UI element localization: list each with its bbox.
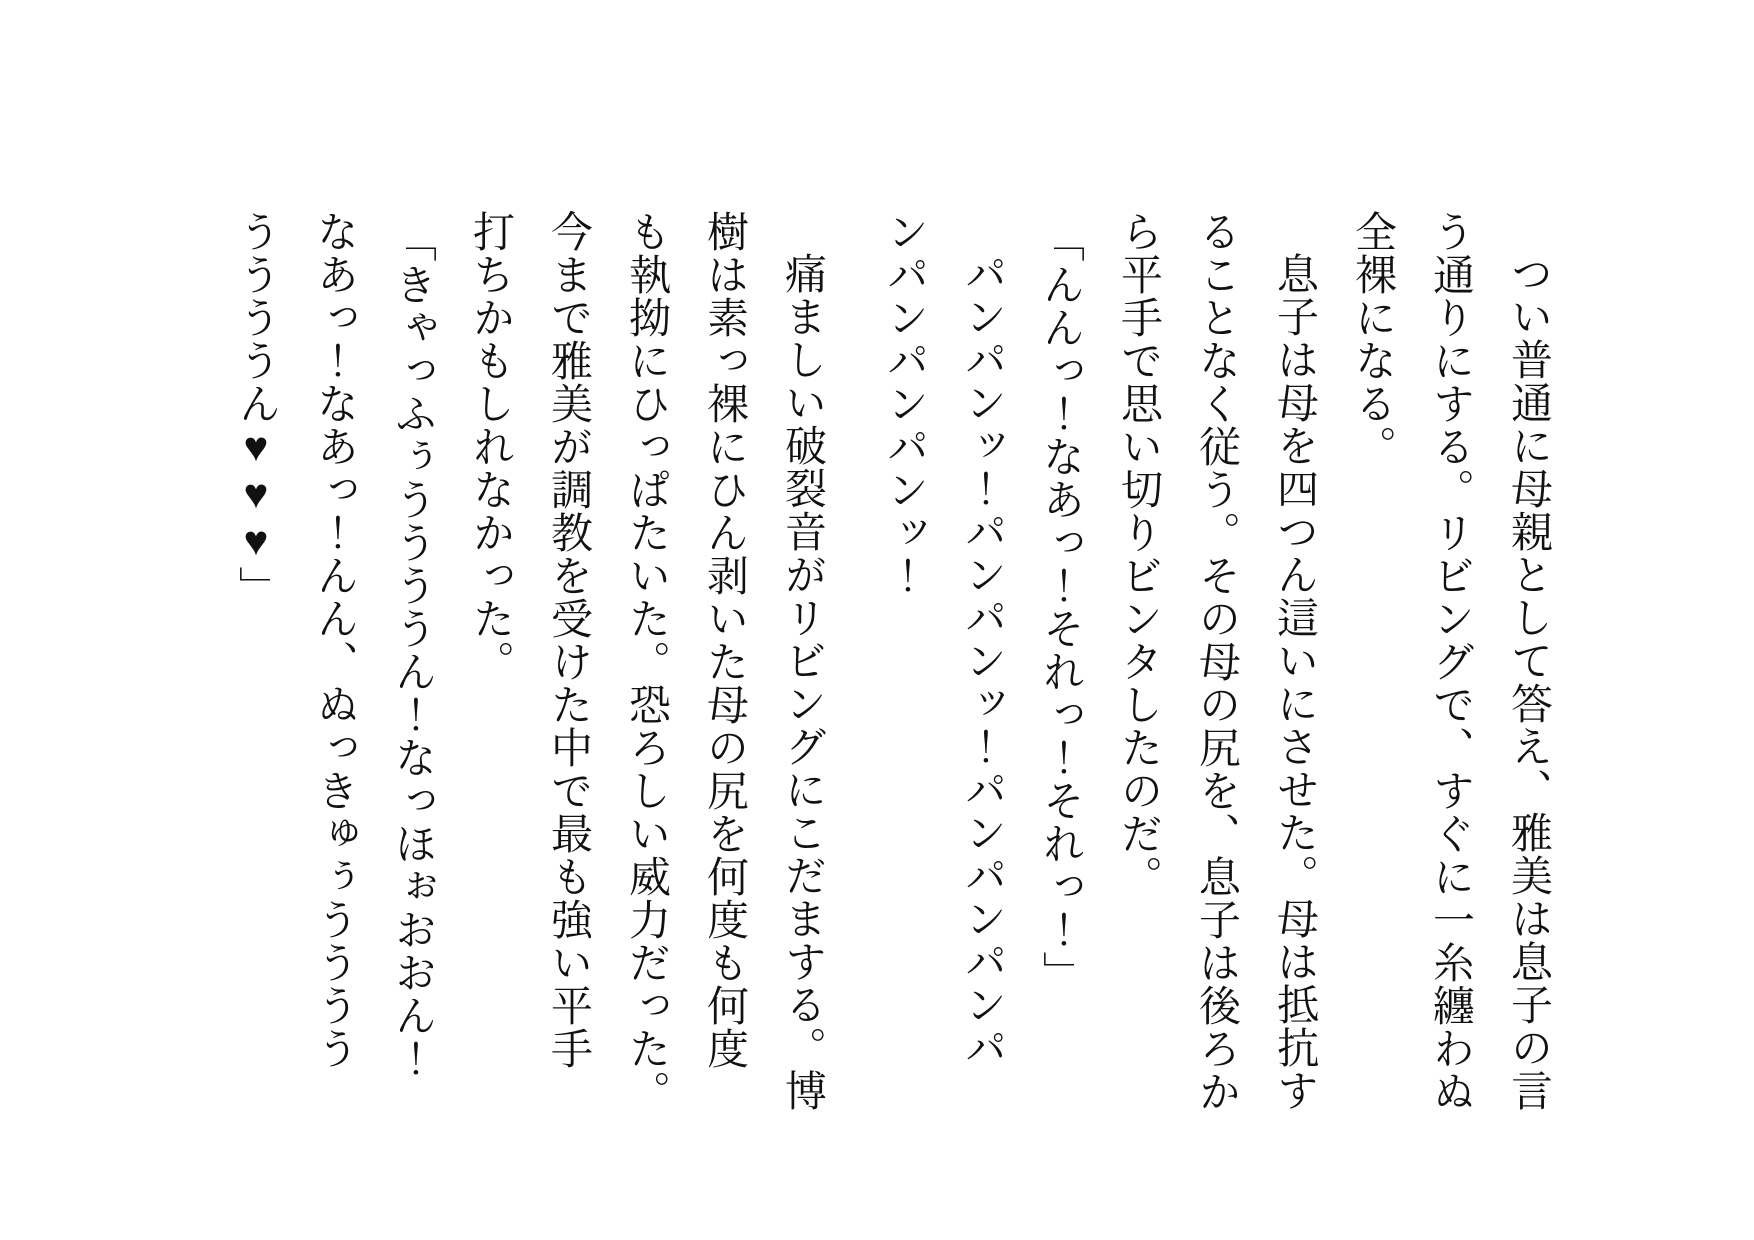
text-column: う通りにする。リビングで、すぐに一糸纏わぬ: [1427, 210, 1473, 1113]
text-column: なあっ！なあっ！んん、ぬっきゅぅうううう: [311, 210, 357, 1070]
text-column: 息子は母を四つん這いにさせた。母は抵抗す: [1271, 252, 1317, 1112]
vertical-text-block: [217, 210, 1567, 1240]
text-column: 痛ましい破裂音がリビングにこだまする。博: [779, 252, 825, 1112]
text-column: ることなく従う。その母の尻を、息子は後ろか: [1193, 210, 1239, 1113]
text-column: ううううん♥♥♥」: [233, 210, 279, 609]
text-column-dialogue: 「んんっ！なあっ！それっ！それっ！」: [1037, 220, 1083, 994]
text-column: 打ちかもしれなかった。: [467, 210, 513, 683]
text-column: ンパンパンパンッ！: [881, 210, 927, 597]
text-column: 今まで雅美が調教を受けた中で最も強い平手: [545, 210, 591, 1070]
text-column: 全裸になる。: [1349, 210, 1395, 468]
text-column-dialogue: 「きゃっふぅううううん！なっほぉおおん！: [389, 220, 435, 1080]
text-column: も執拗にひっぱたいた。恐ろしい威力だった。: [623, 210, 669, 1113]
text-column: パンパンッ！パンパンッ！パンパンパンパ: [959, 252, 1005, 1069]
text-column: ら平手で思い切りビンタしたのだ。: [1115, 210, 1161, 898]
text-column: つい普通に母親として答え、雅美は息子の言: [1505, 252, 1551, 1112]
text-column: 樹は素っ裸にひん剥いた母の尻を何度も何度: [701, 210, 747, 1070]
